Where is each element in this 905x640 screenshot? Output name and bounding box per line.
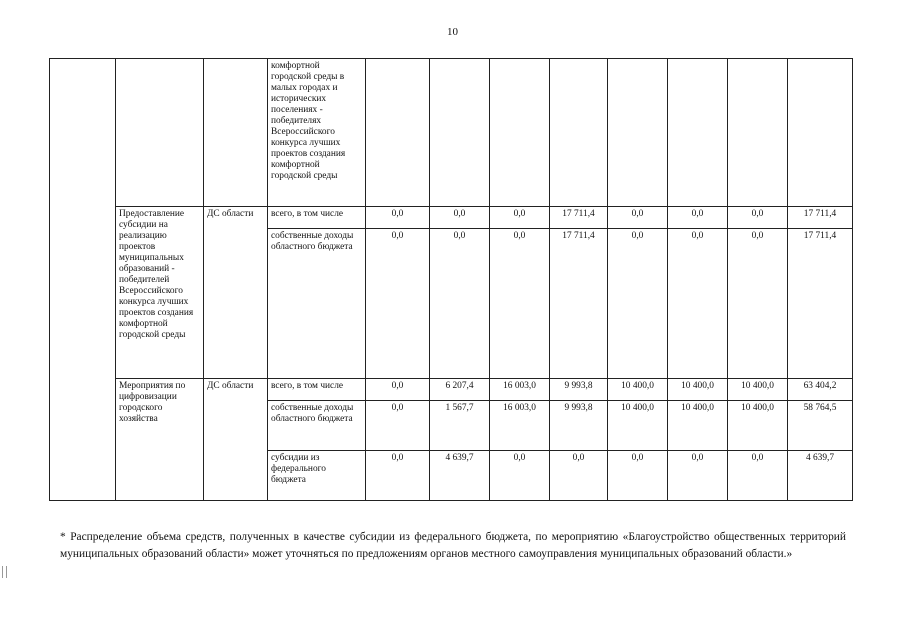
budget-table bbox=[49, 58, 853, 501]
margin-mark bbox=[2, 566, 7, 578]
value-cell: 0,0 bbox=[728, 207, 788, 229]
value-cell: 58 764,5 bbox=[788, 401, 853, 451]
value-cell: 0,0 bbox=[550, 451, 608, 501]
empty-cell bbox=[50, 59, 116, 501]
value-cell bbox=[668, 59, 728, 207]
value-cell: 0,0 bbox=[490, 229, 550, 379]
cell-source: комфортной городской среды в малых городах и исторических поселениях - победителях Всероссийского конкурса лучших проектов создания комфортной городской среды bbox=[268, 59, 366, 207]
cell-source: субсидии из федерального бюджета bbox=[268, 451, 366, 501]
page-number: 10 bbox=[447, 26, 458, 38]
value-cell: 0,0 bbox=[366, 401, 430, 451]
value-cell bbox=[550, 59, 608, 207]
value-cell: 0,0 bbox=[608, 451, 668, 501]
value-cell: 16 003,0 bbox=[490, 401, 550, 451]
cell-executor: ДС области bbox=[204, 379, 268, 501]
value-cell: 17 711,4 bbox=[788, 229, 853, 379]
value-cell: 4 639,7 bbox=[788, 451, 853, 501]
value-cell: 9 993,8 bbox=[550, 401, 608, 451]
value-cell bbox=[366, 59, 430, 207]
value-cell: 16 003,0 bbox=[490, 379, 550, 401]
value-cell: 10 400,0 bbox=[668, 379, 728, 401]
cell-executor: ДС области bbox=[204, 207, 268, 379]
value-cell: 1 567,7 bbox=[430, 401, 490, 451]
value-cell bbox=[430, 59, 490, 207]
cell-source: всего, в том числе bbox=[268, 207, 366, 229]
value-cell: 6 207,4 bbox=[430, 379, 490, 401]
value-cell: 17 711,4 bbox=[788, 207, 853, 229]
value-cell: 0,0 bbox=[366, 207, 430, 229]
value-cell: 0,0 bbox=[608, 229, 668, 379]
value-cell: 0,0 bbox=[490, 207, 550, 229]
cell-source: всего, в том числе bbox=[268, 379, 366, 401]
value-cell: 0,0 bbox=[430, 207, 490, 229]
table-row bbox=[50, 59, 853, 207]
cell-measure bbox=[116, 59, 204, 207]
value-cell: 0,0 bbox=[430, 229, 490, 379]
value-cell: 9 993,8 bbox=[550, 379, 608, 401]
cell-source: собственные доходы областного бюджета bbox=[268, 401, 366, 451]
value-cell: 0,0 bbox=[490, 451, 550, 501]
value-cell: 0,0 bbox=[728, 451, 788, 501]
value-cell: 0,0 bbox=[668, 451, 728, 501]
value-cell: 0,0 bbox=[608, 207, 668, 229]
value-cell bbox=[788, 59, 853, 207]
value-cell: 4 639,7 bbox=[430, 451, 490, 501]
table-row bbox=[50, 379, 853, 401]
value-cell: 10 400,0 bbox=[668, 401, 728, 451]
value-cell: 0,0 bbox=[728, 229, 788, 379]
cell-executor bbox=[204, 59, 268, 207]
value-cell: 0,0 bbox=[366, 451, 430, 501]
value-cell: 10 400,0 bbox=[728, 401, 788, 451]
value-cell bbox=[490, 59, 550, 207]
cell-measure: Мероприятия по цифровизации городского хозяйства bbox=[116, 379, 204, 501]
footnote: * Распределение объема средств, полученных в качестве субсидии из федерального бюджета, по мероприятию «Благоустройство общественных территорий муниципальных образований области» может уточняться по предложениям органов местного самоуправления муниципальных образований области.» bbox=[60, 531, 846, 560]
value-cell: 10 400,0 bbox=[608, 379, 668, 401]
value-cell: 0,0 bbox=[366, 379, 430, 401]
cell-measure: Предоставление субсидии на реализацию проектов муниципальных образований - победителей Всероссийского конкурса лучших проектов создания комфортной городской среды bbox=[116, 207, 204, 379]
cell-source: собственные доходы областного бюджета bbox=[268, 229, 366, 379]
value-cell: 10 400,0 bbox=[608, 401, 668, 451]
value-cell: 17 711,4 bbox=[550, 207, 608, 229]
value-cell: 0,0 bbox=[668, 229, 728, 379]
value-cell: 10 400,0 bbox=[728, 379, 788, 401]
table-row bbox=[50, 207, 853, 229]
value-cell: 17 711,4 bbox=[550, 229, 608, 379]
value-cell: 0,0 bbox=[366, 229, 430, 379]
value-cell bbox=[608, 59, 668, 207]
value-cell: 63 404,2 bbox=[788, 379, 853, 401]
value-cell bbox=[728, 59, 788, 207]
value-cell: 0,0 bbox=[668, 207, 728, 229]
